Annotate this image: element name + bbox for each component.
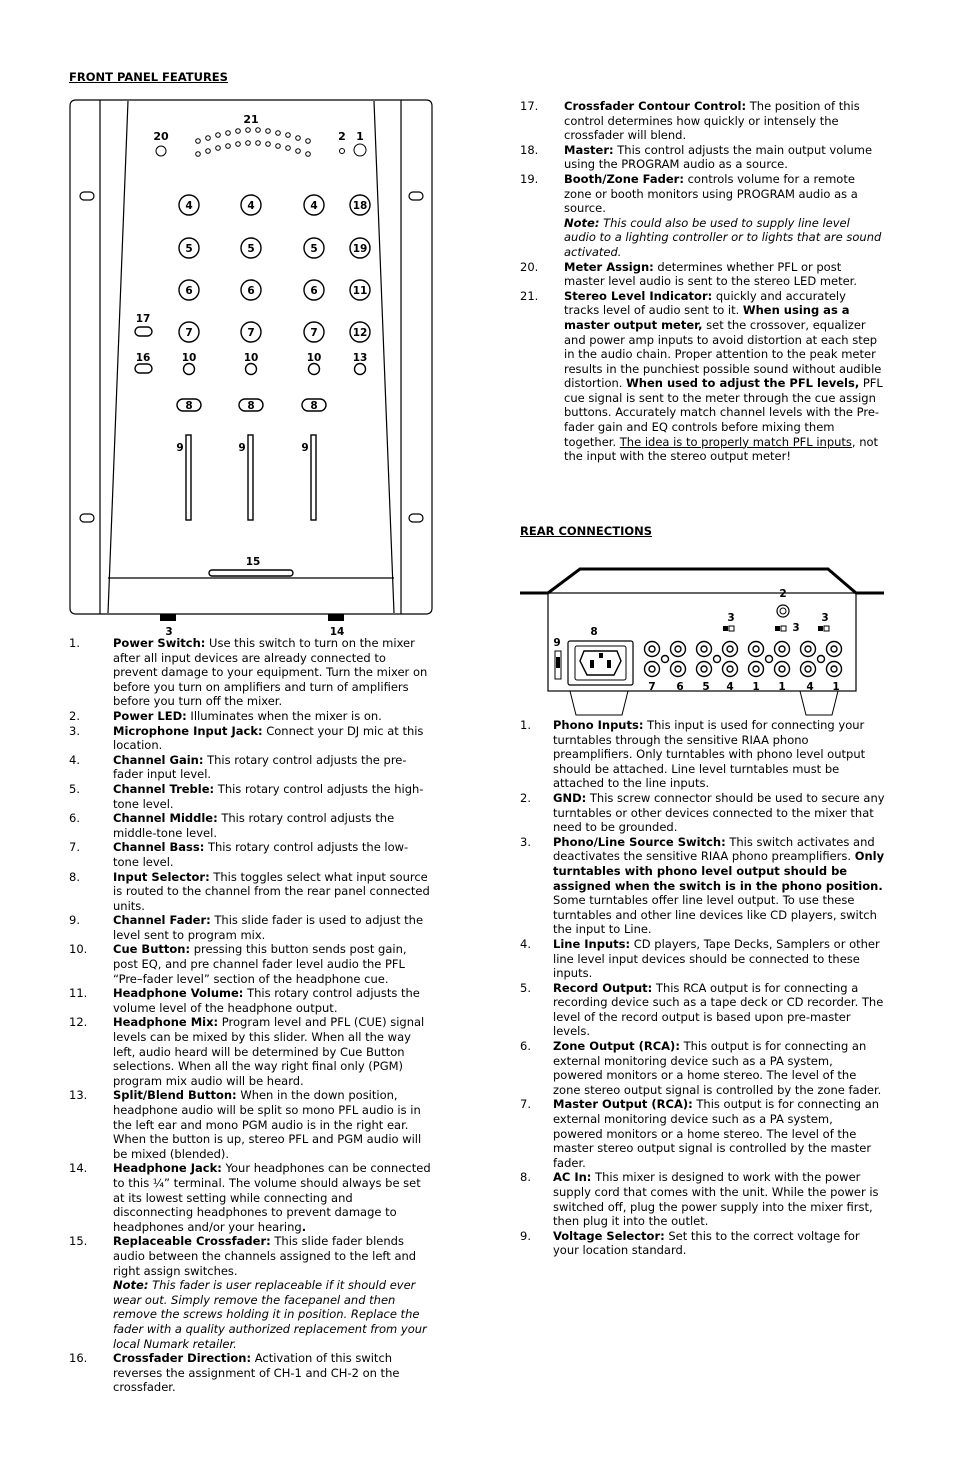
ac-in-label: 8 bbox=[590, 626, 598, 638]
label-20: 20 bbox=[153, 130, 169, 143]
list-item: 11. Headphone Volume: This rotary control adjusts the volume level of the headphone output. bbox=[69, 986, 420, 1015]
list-item: 12. Headphone Mix: Program level and PFL (CUE) signal levels can be mixed by this slider. When all the way left, audio heard will be determined by Cue Button selections. When all the way right final only (PGM) program mix audio will be heard. bbox=[69, 1015, 425, 1088]
label-17: 17 bbox=[135, 313, 151, 325]
source-switch-label-mid: 3 bbox=[792, 622, 800, 634]
list-item: 10. Cue Button: pressing this button sends post gain, post EQ, and pre channel fader level audio the PFL “Pre–fader level” section of the headphone cue. bbox=[69, 942, 407, 986]
rear-panel-diagram bbox=[518, 565, 886, 717]
jack-label-line-1: 4 bbox=[726, 681, 734, 693]
list-item: 7. Master Output (RCA): This output is for connecting an external monitoring device such as a PA system, powered monitors or a home stereo. The level of the master stereo output signal is controlled by the master fader. bbox=[520, 1097, 880, 1170]
jack-label-phono-3: 1 bbox=[832, 681, 840, 693]
list-item: 6. Zone Output (RCA): This output is for connecting an external monitoring device such as a PA system, powered monitors or a home stereo. The level of the zone stereo output signal is controlled by the zone fader. bbox=[520, 1039, 882, 1097]
list-item: 4. Line Inputs: CD players, Tape Decks, Samplers or other line level input devices should be connected to these inputs. bbox=[520, 936, 880, 981]
knob-treble-3: 5 bbox=[310, 243, 318, 255]
knob-hp-mix: 12 bbox=[352, 327, 368, 339]
label-1: 1 bbox=[356, 130, 364, 143]
list-item: 19. Booth/Zone Fader: controls volume for a remote zone or booth monitors using PROGRAM audio as a source. Note: This could also be used to supply line level audio to a lighting controller or to lights that are sound activated. bbox=[520, 171, 882, 259]
fader-label-2: 9 bbox=[238, 442, 246, 454]
knob-mid-3: 6 bbox=[310, 285, 318, 297]
list-item: 3. Microphone Input Jack: Connect your DJ mic at this location. bbox=[69, 723, 424, 753]
knob-mid-2: 6 bbox=[247, 285, 255, 297]
jack-label-phono-1: 1 bbox=[752, 681, 760, 693]
jack-label-phono-2: 1 bbox=[778, 681, 786, 693]
split-label: 13 bbox=[352, 352, 368, 364]
list-item: 14. Headphone Jack: Your headphones can be connected to this ¼” terminal. The volume should always be set at its lowest setting while connecting and disconnecting headphones to prevent damage to headphones and/or your hearing. bbox=[69, 1161, 431, 1234]
knob-mid-1: 6 bbox=[185, 285, 193, 297]
list-item: 15. Replaceable Crossfader: This slide fader blends audio between the channels assigned to the left and right assign switches. Note: This fader is user replaceable if it should ever wear out. Simply remove the facepanel and then remove the screws holding it in position. Replace the fader with a quality authorized replacement from your local Numark retailer. bbox=[69, 1234, 427, 1351]
source-switch-label-left: 3 bbox=[727, 612, 735, 624]
controls-list-continued bbox=[520, 99, 884, 464]
list-item: 1. Power Switch: Use this switch to turn on the mixer after all input devices are already connected to prevent damage to your equipment. Turn the mixer on before you turn on amplifiers and turn of amplifiers before you turn off the mixer. bbox=[69, 636, 428, 709]
list-item: 1. Phono Inputs: This input is used for connecting your turntables through the sensitive RIAA phono preamplifiers. Only turntables with phono level output should be attached. Line level turntables must be attached to the line inputs. bbox=[520, 718, 866, 791]
list-item: 16. Crossfader Direction: Activation of this switch reverses the assignment of CH-1 and CH-2 on the crossfader. bbox=[69, 1351, 400, 1395]
list-item: 18. Master: This control adjusts the main output volume using the PROGRAM audio as a source. bbox=[520, 142, 873, 172]
knob-booth: 19 bbox=[352, 243, 368, 255]
label-2: 2 bbox=[338, 130, 346, 143]
knob-gain-2: 4 bbox=[247, 200, 255, 212]
list-item: 17. Crossfader Contour Control: The position of this control determines how quickly or intensely the crossfader will blend. bbox=[520, 99, 860, 143]
list-item: 3. Phono/Line Source Switch: This switch activates and deactivates the sensitive RIAA phono preamplifiers. Only turntables with phono level output should be assigned when the switch is in the phono position. Some turntables offer line level output. To use these turntables and other line devices like CD players, switch the input to Line. bbox=[520, 834, 885, 937]
knob-treble-2: 5 bbox=[247, 243, 255, 255]
rca-jacks bbox=[645, 642, 842, 677]
led-meter bbox=[156, 128, 366, 157]
knob-bass-2: 7 bbox=[247, 327, 255, 339]
list-item: 6. Channel Middle: This rotary control adjusts the middle-tone level. bbox=[69, 811, 395, 840]
selector-label-1: 8 bbox=[185, 400, 193, 412]
fader-label-1: 9 bbox=[176, 442, 184, 454]
knob-gain-3: 4 bbox=[310, 200, 318, 212]
front-panel-list bbox=[69, 636, 434, 1395]
jack-label-zone: 6 bbox=[676, 681, 684, 693]
label-21: 21 bbox=[243, 113, 259, 126]
list-item: 2. GND: This screw connector should be used to secure any turntables or other devices connected to the mixer that need to be grounded. bbox=[520, 790, 885, 835]
knob-bass-1: 7 bbox=[185, 327, 193, 339]
crossfader-label: 15 bbox=[245, 556, 261, 568]
list-item: 8. AC In: This mixer is designed to work with the power supply cord that comes with the unit. While the power is switched off, plug the power supply into the mixer first, then plug it into the outlet. bbox=[520, 1170, 879, 1229]
list-item: 7. Channel Bass: This rotary control adjusts the low-tone level. bbox=[69, 840, 409, 869]
knob-bass-3: 7 bbox=[310, 327, 318, 339]
front-panel-heading: FRONT PANEL FEATURES bbox=[69, 70, 228, 84]
label-16: 16 bbox=[135, 352, 151, 364]
fader-label-3: 9 bbox=[301, 442, 309, 454]
knob-gain-1: 4 bbox=[185, 200, 193, 212]
knob-treble-1: 5 bbox=[185, 243, 193, 255]
knob-master: 18 bbox=[352, 200, 368, 212]
cue-label-1: 10 bbox=[181, 352, 197, 364]
list-item: 5. Channel Treble: This rotary control adjusts the high-tone level. bbox=[69, 781, 424, 811]
cue-label-2: 10 bbox=[243, 352, 259, 364]
list-item: 8. Input Selector: This toggles select what input source is routed to the channel from the rear panel connected units. bbox=[69, 869, 430, 913]
list-item: 9. Voltage Selector: Set this to the correct voltage for your location standard. bbox=[520, 1228, 860, 1258]
list-item: 4. Channel Gain: This rotary control adjusts the pre-fader input level. bbox=[69, 752, 407, 782]
list-item: 5. Record Output: This RCA output is for connecting a recording device such as a tape deck or CD recorder. The level of the record output is based upon pre-master levels. bbox=[520, 980, 884, 1039]
cue-label-3: 10 bbox=[306, 352, 322, 364]
selector-label-2: 8 bbox=[247, 400, 255, 412]
mic-jack-label: 3 bbox=[165, 626, 173, 638]
list-item: 13. Split/Blend Button: When in the down position, headphone audio will be split so mono PFL audio is in the left ear and mono PGM audio is in the right ear. When the button is up, stereo PFL and PGM audio will be mixed (blended). bbox=[69, 1088, 422, 1161]
rear-connections-heading: REAR CONNECTIONS bbox=[520, 524, 653, 538]
knob-hp-volume: 11 bbox=[352, 285, 368, 297]
source-switch-label-right: 3 bbox=[821, 612, 829, 624]
list-item: 21. Stereo Level Indicator: quickly and accurately tracks level of audio sent to it. When using as a master output meter, set the crossover, equalizer and power amp inputs to avoid distortion at each step in the audio chain. Proper attention to the peak meter results in the punchiest possible sound without audible distortion. When used to adjust the PFL levels, PFL cue signal is sent to the meter through the cue assign buttons. Accurately match channel levels with the Pre-fader gain and EQ controls before mixing them together. The idea is to properly match PFL inputs, not the input with the stereo output meter! bbox=[520, 288, 883, 464]
jack-label-record: 5 bbox=[702, 681, 710, 693]
selector-label-3: 8 bbox=[310, 400, 318, 412]
gnd-label: 2 bbox=[779, 588, 787, 600]
rear-connections-list bbox=[520, 718, 886, 1258]
front-panel-diagram bbox=[68, 98, 434, 640]
jack-label-line-2: 4 bbox=[806, 681, 814, 693]
list-item: 9. Channel Fader: This slide fader is used to adjust the level sent to program mix. bbox=[69, 913, 424, 942]
list-item: 20. Meter Assign: determines whether PFL or post master level audio is sent to the stereo LED meter. bbox=[520, 259, 858, 289]
list-item: 2. Power LED: Illuminates when the mixer is on. bbox=[69, 708, 382, 723]
voltage-label: 9 bbox=[553, 637, 561, 649]
hp-jack-label: 14 bbox=[329, 626, 345, 638]
jack-label-master: 7 bbox=[648, 681, 656, 693]
